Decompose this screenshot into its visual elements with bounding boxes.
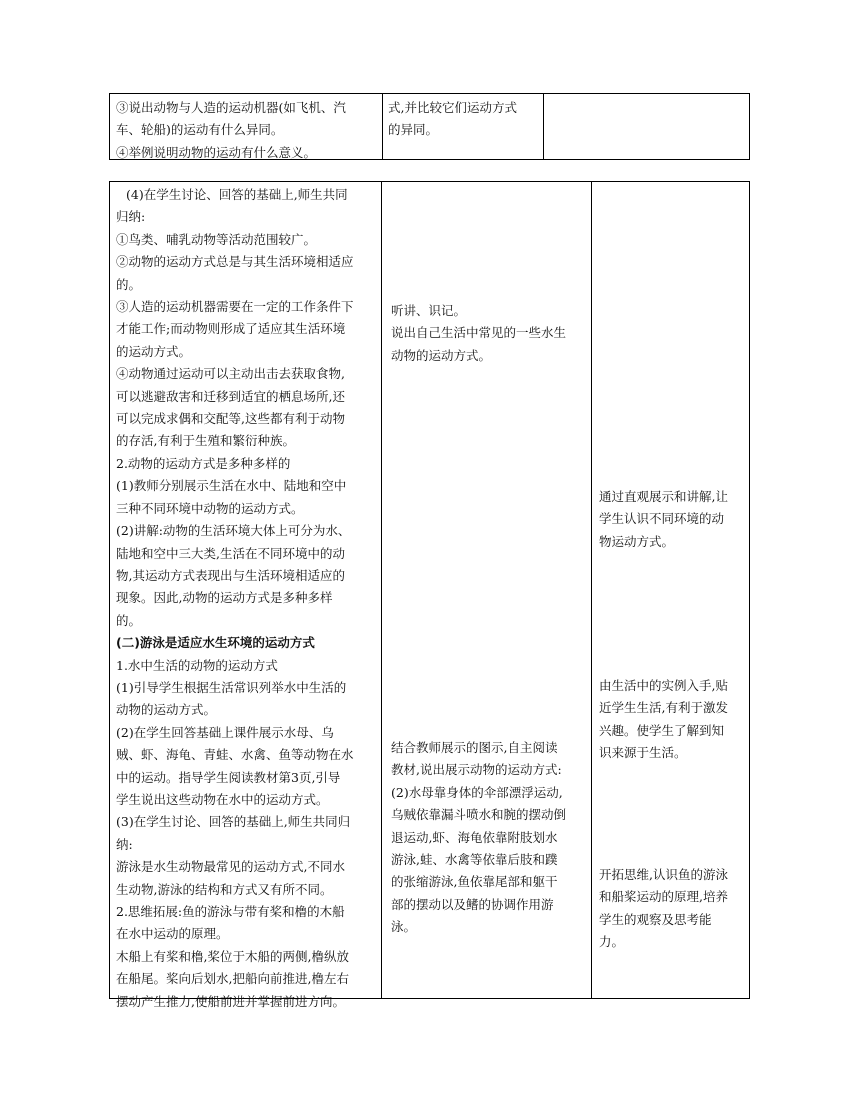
text-line: ①鸟类、哺乳动物等活动范围较广。	[116, 231, 317, 247]
text-line: 木船上有桨和橹,桨位于木船的两侧,橹纵放	[116, 948, 349, 964]
text-line: 归纳:	[116, 209, 146, 225]
table-top-col1	[110, 94, 382, 159]
intent-block-1	[599, 486, 728, 553]
text-line: 学生认识不同环境的动	[599, 511, 725, 527]
text-line: 纳:	[116, 836, 133, 852]
text-line: 的张缩游泳,鱼依靠尾部和躯干	[391, 874, 558, 890]
text-line: (4)在学生讨论、回答的基础上,师生共同	[126, 187, 348, 202]
table-top	[109, 93, 750, 160]
text-line: 游泳是水生动物最常见的运动方式,不同水	[116, 859, 345, 875]
text-line: 近学生生活,有利于激发	[599, 700, 728, 716]
text-line: 中的运动。指导学生阅读教材第3页,引导	[116, 769, 341, 785]
design-intent-column	[591, 182, 749, 998]
text-line: 乌贼依靠漏斗喷水和腕的摆动倒	[391, 807, 567, 823]
text-line: 在船尾。桨向后划水,把船向前推进,橹左右	[116, 971, 349, 987]
text-line: 生动物,游泳的结构和方式又有所不同。	[116, 881, 333, 897]
text-line: 学生的观察及思考能	[599, 911, 712, 927]
text-line: 贼、虾、海龟、青蛙、水禽、鱼等动物在水	[116, 747, 354, 763]
teacher-activity-column	[110, 182, 381, 1009]
table-top-col2	[382, 94, 543, 159]
text-line: 退运动,虾、海龟依靠附肢划水	[391, 829, 558, 845]
section-heading: (二)游泳是适应水生环境的运动方式	[116, 635, 315, 651]
text-line: ④动物通过运动可以主动出击去获取食物,	[116, 366, 345, 382]
text-line: 泳。	[391, 919, 417, 935]
table-top-col3	[543, 94, 749, 159]
text-line: 物运动方式。	[599, 533, 675, 549]
text-line: 在水中运动的原理。	[116, 926, 229, 942]
text-line: 1.水中生活的动物的运动方式	[116, 657, 278, 673]
text-line: 物,其运动方式表现出与生活环境相适应的	[116, 567, 345, 583]
text-line: 陆地和空中三大类,生活在不同环境中的动	[116, 545, 345, 561]
text-line: ③说出动物与人造的运动机器(如飞机、汽	[116, 100, 346, 115]
text-line: 可以完成求偶和交配等,这些都有利于动物	[116, 411, 345, 427]
text-line: 教材,说出展示动物的运动方式:	[391, 762, 562, 778]
text-line: 的。	[116, 276, 142, 292]
text-line: 2.思维拓展:鱼的游泳与带有桨和橹的木船	[116, 904, 345, 919]
intent-block-3	[599, 864, 728, 954]
intent-block-2	[599, 675, 728, 765]
text-line: 车、轮船)的运动有什么异同。	[116, 122, 284, 138]
student-activity-column	[381, 182, 591, 998]
text-line: (2)在学生回答基础上课件展示水母、乌	[116, 724, 334, 740]
text-line: 由生活中的实例入手,贴	[599, 678, 728, 693]
text-line: ③人造的运动机器需要在一定的工作条件下	[116, 299, 354, 315]
text-line: 才能工作;而动物则形成了适应其生活环境	[116, 321, 346, 337]
text-line: 部的摆动以及鳍的协调作用游	[391, 896, 554, 912]
text-line: (2)讲解:动物的生活环境大体上可分为水、	[116, 523, 351, 539]
text-line: 的运动方式。	[116, 343, 192, 359]
text-line: 学生说出这些动物在水中的运动方式。	[116, 791, 329, 807]
text-line: 2.动物的运动方式是多种多样的	[116, 455, 291, 471]
text-line: 和船桨运动的原理,培养	[599, 889, 728, 905]
text-line: 动物的运动方式。	[391, 347, 492, 363]
text-line: 摆动产生推力,使船前进并掌握前进方向。	[116, 993, 345, 1009]
text-line: 力。	[599, 934, 625, 950]
text-line: 听讲、识记。	[391, 303, 467, 318]
text-line: 识来源于生活。	[599, 745, 687, 761]
text-line: (3)在学生讨论、回答的基础上,师生共同归	[116, 814, 351, 830]
text-line: 的异同。	[388, 122, 439, 138]
text-line: 式,并比较它们运动方式	[388, 100, 517, 115]
text-line: ②动物的运动方式总是与其生活环境相适应	[116, 254, 354, 270]
text-line: 兴趣。使学生了解到知	[599, 722, 725, 738]
text-line: 可以逃避敌害和迁移到适宜的栖息场所,还	[116, 388, 345, 404]
student-block-1	[391, 300, 566, 367]
text-line: 三种不同环境中动物的运动方式。	[116, 500, 304, 516]
text-line: 结合教师展示的图示,自主阅读	[391, 740, 558, 755]
text-line: 的存活,有利于生殖和繁衍种族。	[116, 433, 295, 449]
text-line: 通过直观展示和讲解,让	[599, 489, 728, 504]
text-line: 现象。因此,动物的运动方式是多种多样	[116, 590, 333, 606]
text-line: (2)水母靠身体的伞部漂浮运动,	[391, 784, 563, 800]
table-main	[109, 181, 750, 1009]
text-line: 开拓思维,认识鱼的游泳	[599, 867, 728, 882]
text-line: ④举例说明动物的运动有什么意义。	[116, 144, 317, 160]
text-line: 的。	[116, 612, 142, 628]
text-line: (1)教师分别展示生活在水中、陆地和空中	[116, 478, 347, 494]
text-line: 动物的运动方式。	[116, 702, 217, 718]
text-line: (1)引导学生根据生活常识列举水中生活的	[116, 679, 347, 695]
text-line: 说出自己生活中常见的一些水生	[391, 325, 567, 341]
student-block-2	[391, 737, 566, 939]
text-line: 游泳,蛙、水禽等依靠后肢和蹼	[391, 852, 558, 868]
